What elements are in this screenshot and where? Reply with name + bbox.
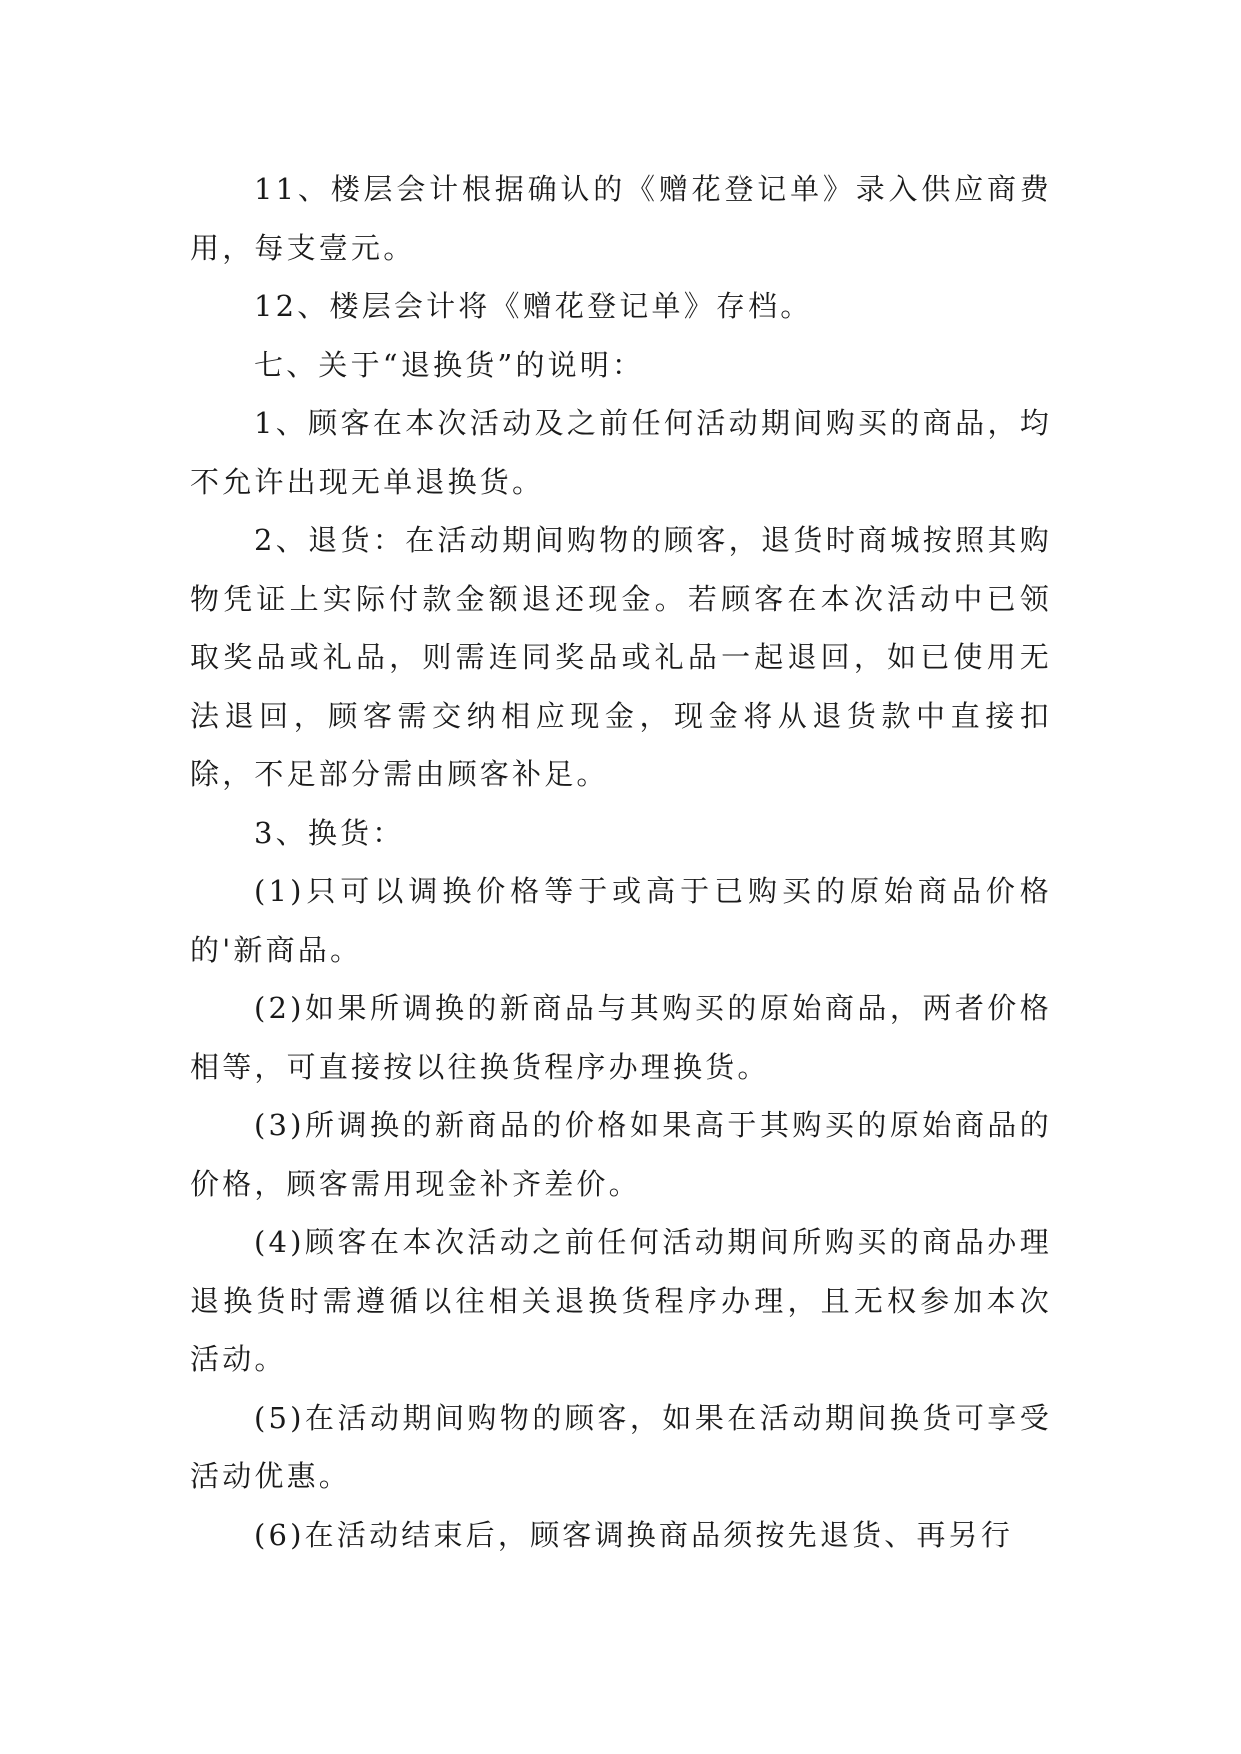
document-body — [190, 160, 1052, 1564]
paragraph-exchange-4: (4)顾客在本次活动之前任何活动期间所购买的商品办理退换货时需遵循以往相关退换货程序办理，且无权参加本次活动。 — [190, 1225, 1052, 1376]
paragraph-exchange-heading: 3、换货： — [254, 815, 405, 850]
paragraph-item-12: 12、楼层会计将《赠花登记单》存档。 — [254, 289, 813, 323]
paragraph-exchange-2: (2)如果所调换的新商品与其购买的原始商品，两者价格相等，可直接按以往换货程序办理换货。 — [190, 991, 1052, 1084]
paragraph-item-11: 11、楼层会计根据确认的《赠花登记单》录入供应商费用，每支壹元。 — [190, 172, 1052, 265]
paragraph-exchange-1: (1)只可以调换价格等于或高于已购买的原始商品价格的'新商品。 — [190, 874, 1052, 967]
paragraph-exchange-3: (3)所调换的新商品的价格如果高于其购买的原始商品的价格，顾客需用现金补齐差价。 — [190, 1108, 1052, 1201]
paragraph-returns-2: 2、退货：在活动期间购物的顾客，退货时商城按照其购物凭证上实际付款金额退还现金。若顾客在本次活动中已领取奖品或礼品，则需连同奖品或礼品一起退回，如已使用无法退回，顾客需交纳相应现金，现金将从退货款中直接扣除，不足部分需由顾客补足。 — [190, 523, 1052, 791]
paragraph-exchange-5: (5)在活动期间购物的顾客，如果在活动期间换货可享受活动优惠。 — [190, 1400, 1052, 1493]
paragraph-returns-1: 1、顾客在本次活动及之前任何活动期间购买的商品，均不允许出现无单退换货。 — [190, 406, 1052, 499]
section-heading-returns: 七、关于“退换货”的说明： — [254, 347, 645, 382]
paragraph-exchange-6: (6)在活动结束后，顾客调换商品须按先退货、再另行 — [254, 1517, 1014, 1552]
